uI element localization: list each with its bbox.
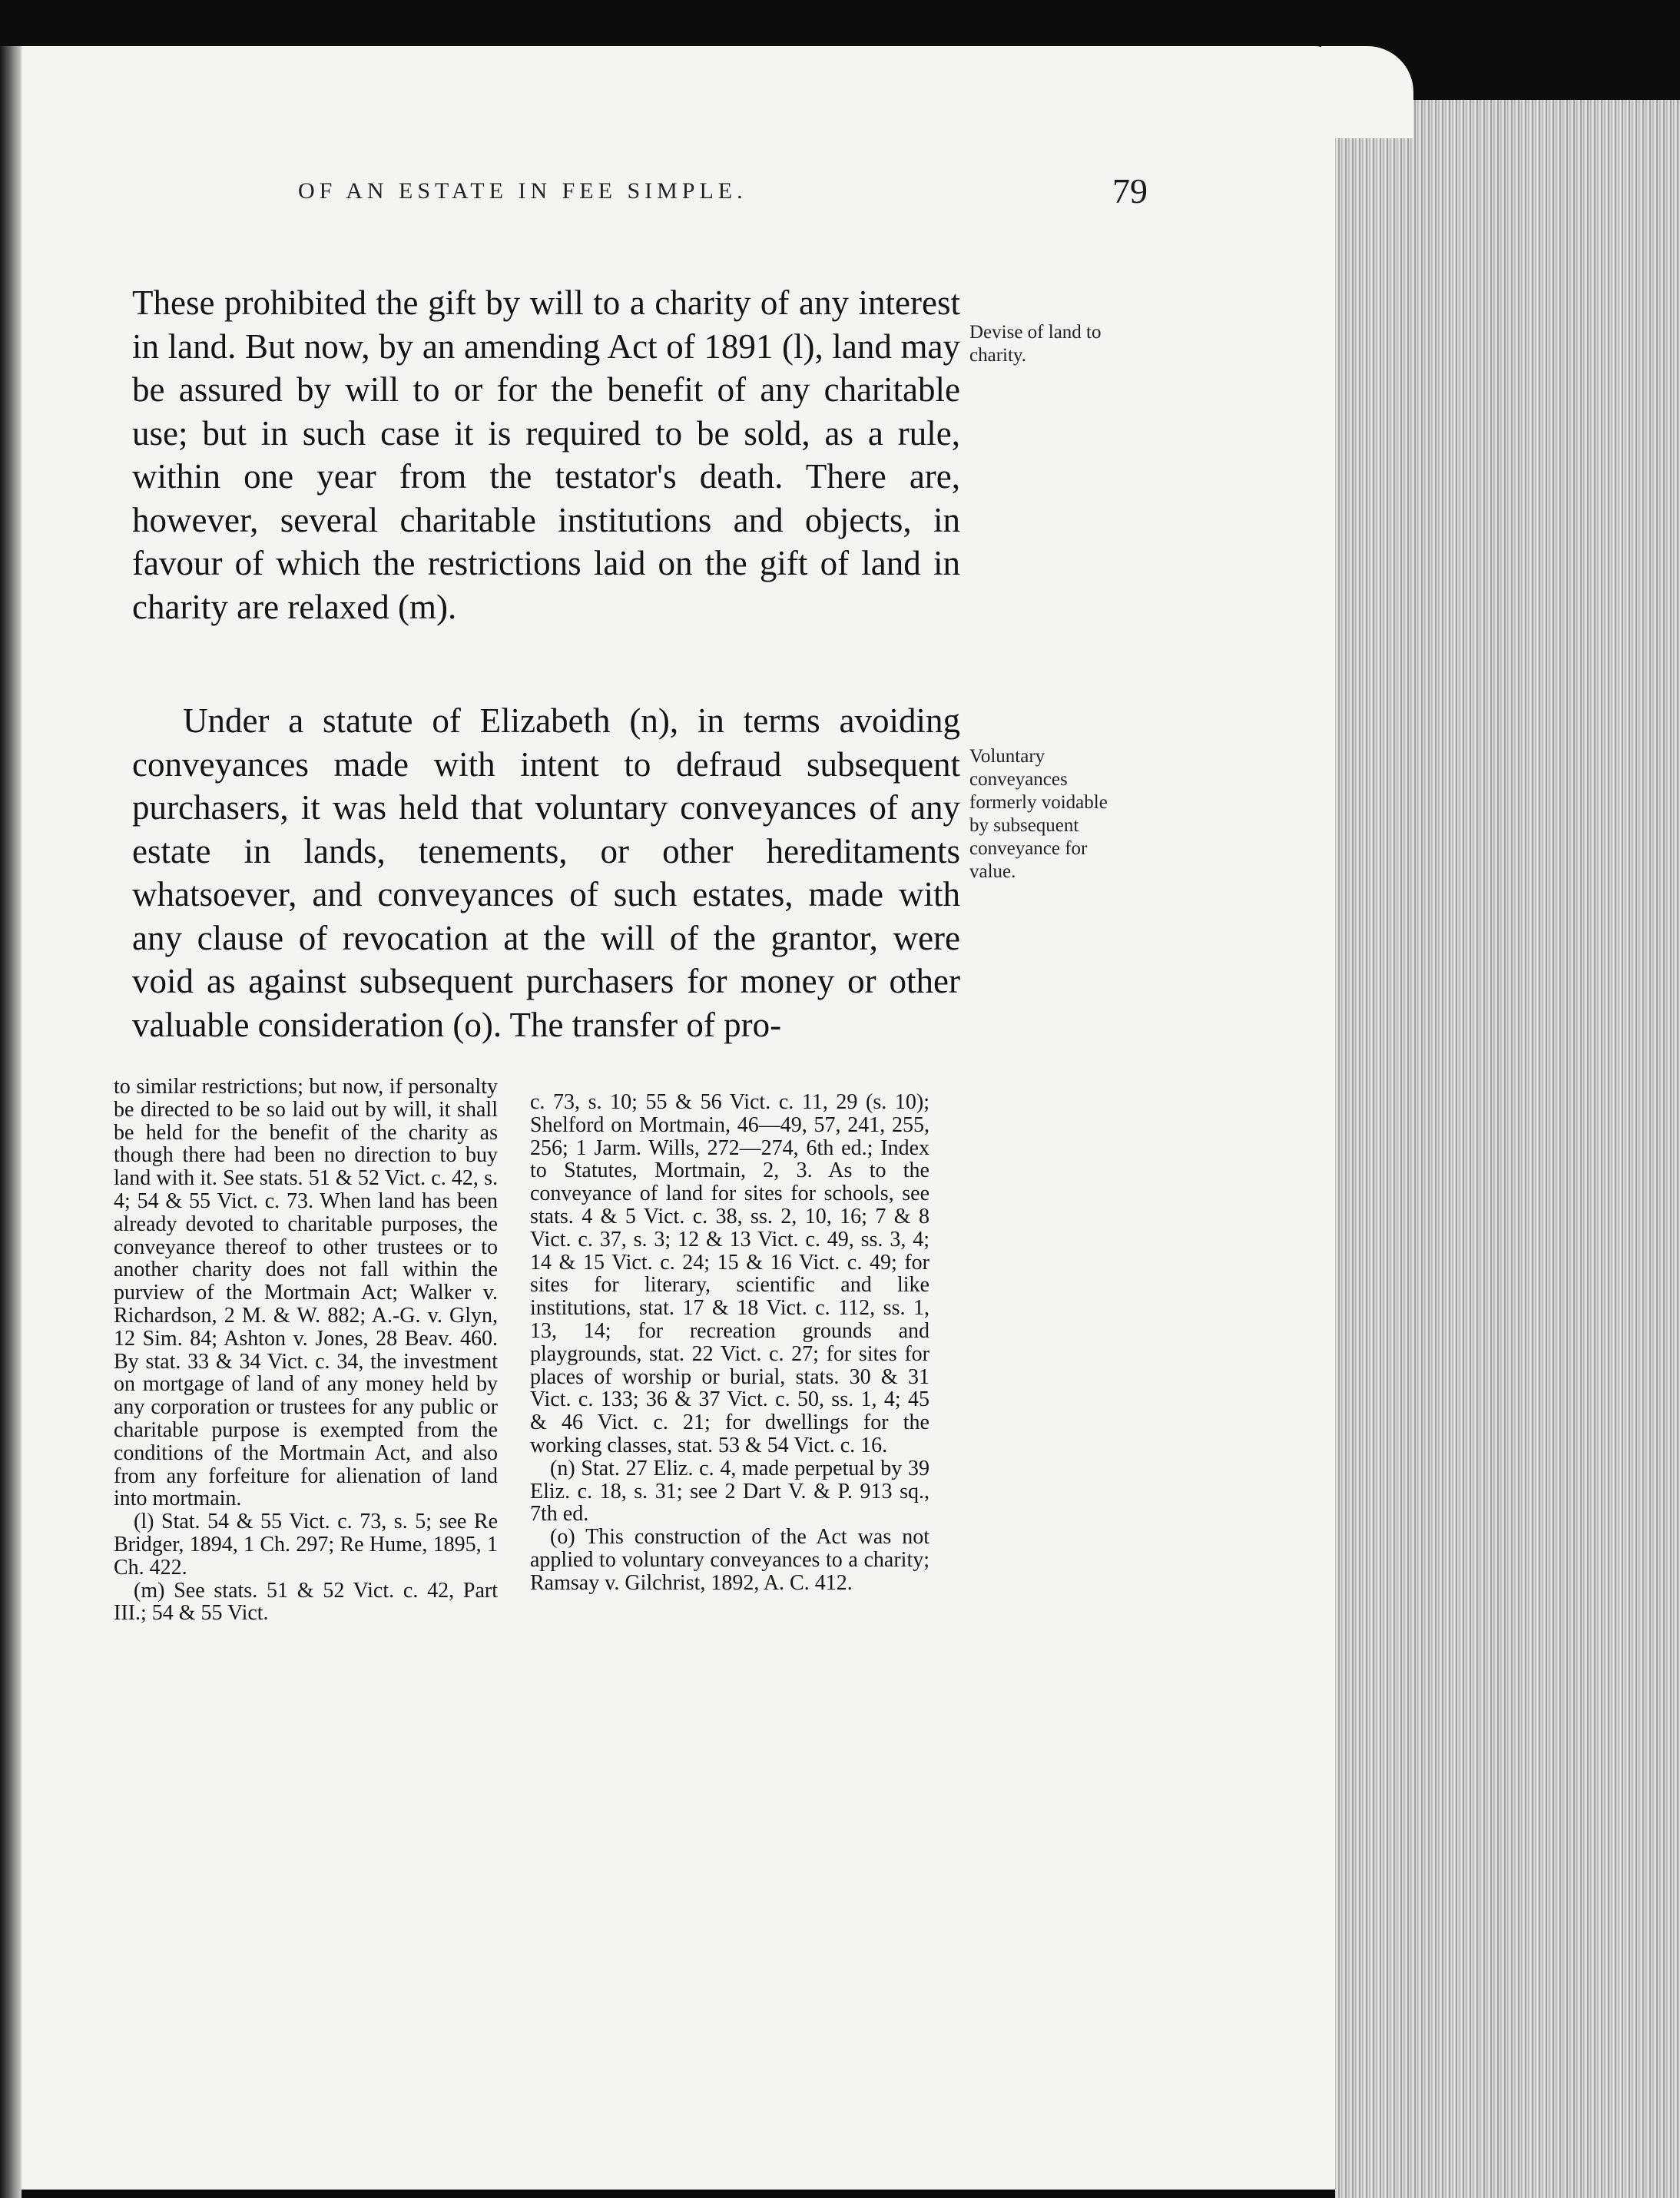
- footnotes-right-column: [530, 1091, 929, 1595]
- footnote: (l) Stat. 54 & 55 Vict. c. 73, s. 5; see Re Bridger, 1894, 1 Ch. 297; Re Hume, 1895, 1 Ch. 422.: [114, 1510, 498, 1580]
- footnotes-left-column: [114, 1076, 498, 1625]
- page-number: 79: [1112, 171, 1148, 211]
- page-corner: [1321, 46, 1413, 138]
- marginal-note: Voluntary conveyances formerly voidable by subsequent conveyance for value.: [969, 746, 1108, 882]
- footnote: to similar restrictions; but now, if personalty be directed to be so laid out by will, it shall be held for the benefit of the charity as though there had been no direction to buy land with it. See stats. 51 & 52 Vict. c. 42, s. 4; 54 & 55 Vict. c. 73. When land has been already devoted to charitable purposes, the conveyance thereof to other trustees or to another charity does not fall within the purview of the Mortmain Act; Walker v. Richardson, 2 M. & W. 882; A.-G. v. Glyn, 12 Sim. 84; Ashton v. Jones, 28 Beav. 460. By stat. 33 & 34 Vict. c. 34, the investment on mortgage of land of any money held by any corporation or trustees for any public or charitable purpose is exempted from the conditions of the Mortmain Act, and also from any forfeiture for alienation of land into mortmain.: [114, 1075, 498, 1511]
- footnote: c. 73, s. 10; 55 & 56 Vict. c. 11, 29 (s. 10); Shelford on Mortmain, 46—49, 57, 241, 255, 256; 1 Jarm. Wills, 272—274, 6th ed.; Index to Statutes, Mortmain, 2, 3. As to the conveyance of land for sites for schools, see stats. 4 & 5 Vict. c. 38, ss. 2, 10, 16; 7 & 8 Vict. c. 37, s. 3; 12 & 13 Vict. c. 49, ss. 3, 4; 14 & 15 Vict. c. 24; 15 & 16 Vict. c. 49; for sites for literary, scientific and like institutions, stat. 17 & 18 Vict. c. 112, ss. 1, 13, 14; for recreation grounds and playgrounds, stat. 22 Vict. c. 27; for sites for places of worship or burial, stats. 30 & 31 Vict. c. 133; 36 & 37 Vict. c. 50, ss. 1, 4; 45 & 46 Vict. c. 21; for dwellings for the working classes, stat. 53 & 54 Vict. c. 16.: [530, 1090, 929, 1457]
- body-paragraph: Under a statute of Elizabeth (n), in terms avoiding conveyances made with intent to defraud subsequent purchasers, it was held that voluntary conveyances of any estate in lands, tenements, or other hereditaments whatsoever, and conveyances of such estates, made with any clause of revocation at the will of the grantor, were void as against subsequent purchasers for money or other valuable consideration (o). The transfer of pro-: [132, 701, 960, 1044]
- running-head: OF AN ESTATE IN FEE SIMPLE.: [298, 178, 747, 204]
- footnote: (n) Stat. 27 Eliz. c. 4, made perpetual by 39 Eliz. c. 18, s. 31; see 2 Dart V. & P. 913 sq., 7th ed.: [530, 1456, 929, 1527]
- footnote: (m) See stats. 51 & 52 Vict. c. 42, Part III.; 54 & 55 Vict.: [114, 1578, 498, 1626]
- body-paragraph: These prohibited the gift by will to a charity of any interest in land. But now, by an amending Act of 1891 (l), land may be assured by will to or for the benefit of any charitable use; but in such case it is required to be sold, as a rule, within one year from the testator's death. There are, however, several charitable institutions and objects, in favour of which the restrictions laid on the gift of land in charity are relaxed (m).: [132, 283, 960, 626]
- book-gutter-edge: [0, 46, 22, 2198]
- page-fore-edge: [1335, 100, 1680, 2198]
- footnote: (o) This construction of the Act was not applied to voluntary conveyances to a charity; Ramsay v. Gilchrist, 1892, A. C. 412.: [530, 1525, 929, 1595]
- marginal-note: Devise of land to charity.: [969, 322, 1102, 366]
